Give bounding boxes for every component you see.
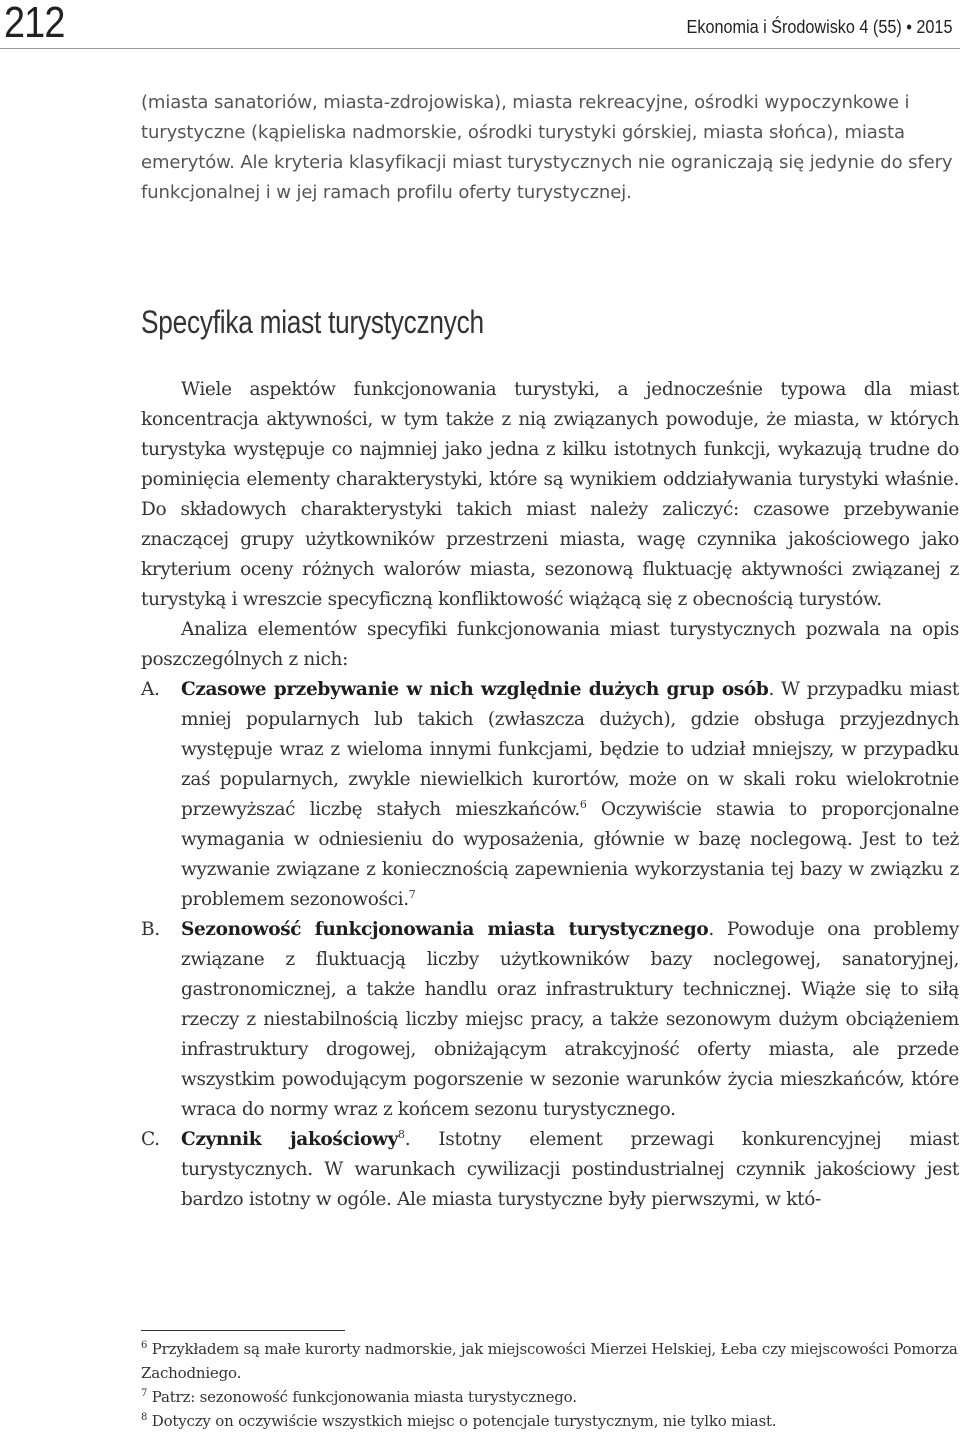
footnote-number: 8 (141, 1412, 148, 1423)
footnote-number: 6 (141, 1340, 148, 1351)
list-item-heading: Czynnik jakościowy (181, 1129, 399, 1150)
list-item-heading-suffix: . (708, 919, 714, 940)
list-item-b (141, 915, 959, 1125)
list-item-text-part: . Istotny element przewagi konkurencyjnej miast turystycznych. W warunkach cywilizacji postindustrialnej czynnik jakościowy jest bardzo istotny w ogóle. Ale miasta turystyczne były pierwszymi, w któ- (181, 1129, 959, 1210)
list-item-text-part: Powoduje ona problemy związane z fluktuacją liczby użytkowników bazy noclegowej, sanatoryjnej, gastronomicznej, a także handlu oraz infrastruktury technicznej. Wiąże się to siłą rzeczy z niestabilnością liczby miejsc pracy, a także sezonowym dużym obciążeniem infrastruktury drogowej, obniżającym atrakcyjność oferty miasta, ale przede wszystkim powodującym pogorszenie w sezonie warunków życia mieszkańców, które wraca do normy wraz z końcem sezonu turystycznego. (181, 919, 959, 1120)
footnote-7 (141, 1385, 959, 1409)
footnote-number: 7 (141, 1388, 148, 1399)
footnote-text: Dotyczy on oczywiście wszystkich miejsc o potencjale turystycznym, nie tylko miast. (147, 1412, 777, 1430)
section-body (141, 375, 959, 1215)
intro-paragraph: (miasta sanatoriów, miasta-zdrojowiska), miasta rekreacyjne, ośrodki wypoczynkowe i turystyczne (kąpieliska nadmorskie, ośrodki turystyki górskiej, miasta słońca), miasta emerytów. Ale kryteria klasyfikacji miast turystycznych nie ograniczają się jedynie do sfery funkcjonalnej i w jej ramach profilu oferty turystycznej. (141, 92, 953, 203)
list-item-label: C. (141, 1129, 160, 1150)
footnote-text: Przykładem są małe kurorty nadmorskie, jak miejscowości Mierzei Helskiej, Łeba czy miejscowości Pomorza Zachodniego. (141, 1340, 958, 1382)
footnote-ref[interactable]: 7 (408, 888, 416, 901)
footnote-ref[interactable]: 6 (579, 798, 587, 811)
body-paragraph-1: Wiele aspektów funkcjonowania turystyki, a jednocześnie typowa dla miast koncentracja aktywności, w tym także z nią związanych powoduje, że miasta, w których turystyka występuje co najmniej jako jedna z kilku istotnych funkcji, wykazują trudne do pominięcia elementy charakterystyki, które są wynikiem oddziaływania turystyki właśnie. Do składowych charakterystyki takich miast należy zaliczyć: czasowe przebywanie znaczącej grupy użytkowników przestrzeni miasta, wagę czynnika jakościowego jako kryterium oceny różnych walorów miasta, sezonową fluktuację aktywności związanej z turystyką i wreszcie specyficzną konfliktowość wiążącą się z obecnością turystów. (141, 379, 959, 610)
footnote-ref[interactable]: 8 (398, 1128, 405, 1141)
footnote-rule (141, 1330, 345, 1331)
section-title: Specyfika miast turystycznych (141, 304, 484, 340)
footnote-text: Patrz: sezonowość funkcjonowania miasta turystycznego. (147, 1388, 577, 1406)
footnote-6 (141, 1337, 959, 1385)
list-item-text (181, 675, 959, 915)
body-paragraph-2: Analiza elementów specyfiki funkcjonowania miast turystycznych pozwala na opis poszczególnych z nich: (141, 619, 959, 670)
list-item-text (181, 1125, 959, 1215)
list-item-text (181, 915, 959, 1125)
list-item-heading: Czasowe przebywanie w nich względnie dużych grup osób (181, 679, 769, 700)
journal-citation: Ekonomia i Środowisko 4 (55) • 2015 (686, 17, 952, 37)
list-item-heading: Sezonowość funkcjonowania miasta turystycznego (181, 919, 709, 940)
page-header (0, 0, 960, 48)
list-item-text-part: W przypadku miast mniej popularnych lub takich (zwłaszcza dużych), gdzie obsługa przyjezdnych występuje wraz z wieloma innymi funkcjami, będzie to udział mniejszy, w przypadku zaś popularnych, zwykle niewielkich kurortów, może on w skali roku wielokrotnie przewyższać liczbę stałych mieszkańców. (181, 679, 959, 820)
page-number: 212 (4, 0, 65, 47)
footnote-8 (141, 1409, 959, 1433)
list-item-c (141, 1125, 959, 1215)
footnotes (141, 1337, 959, 1433)
header-rule (0, 48, 960, 49)
list-item-label: A. (141, 679, 160, 700)
list-item-label: B. (141, 919, 160, 940)
list-item-heading-suffix: . (768, 679, 774, 700)
list-item-a (141, 675, 959, 915)
list-item-text-part: Oczywiście stawia to proporcjonalne wymagania w odniesieniu do wyposażenia, głównie w bazę noclegową. Jest to też wyzwanie związane z koniecznością zapewnienia wykorzystania tej bazy w związku z problemem sezonowości. (181, 799, 959, 910)
